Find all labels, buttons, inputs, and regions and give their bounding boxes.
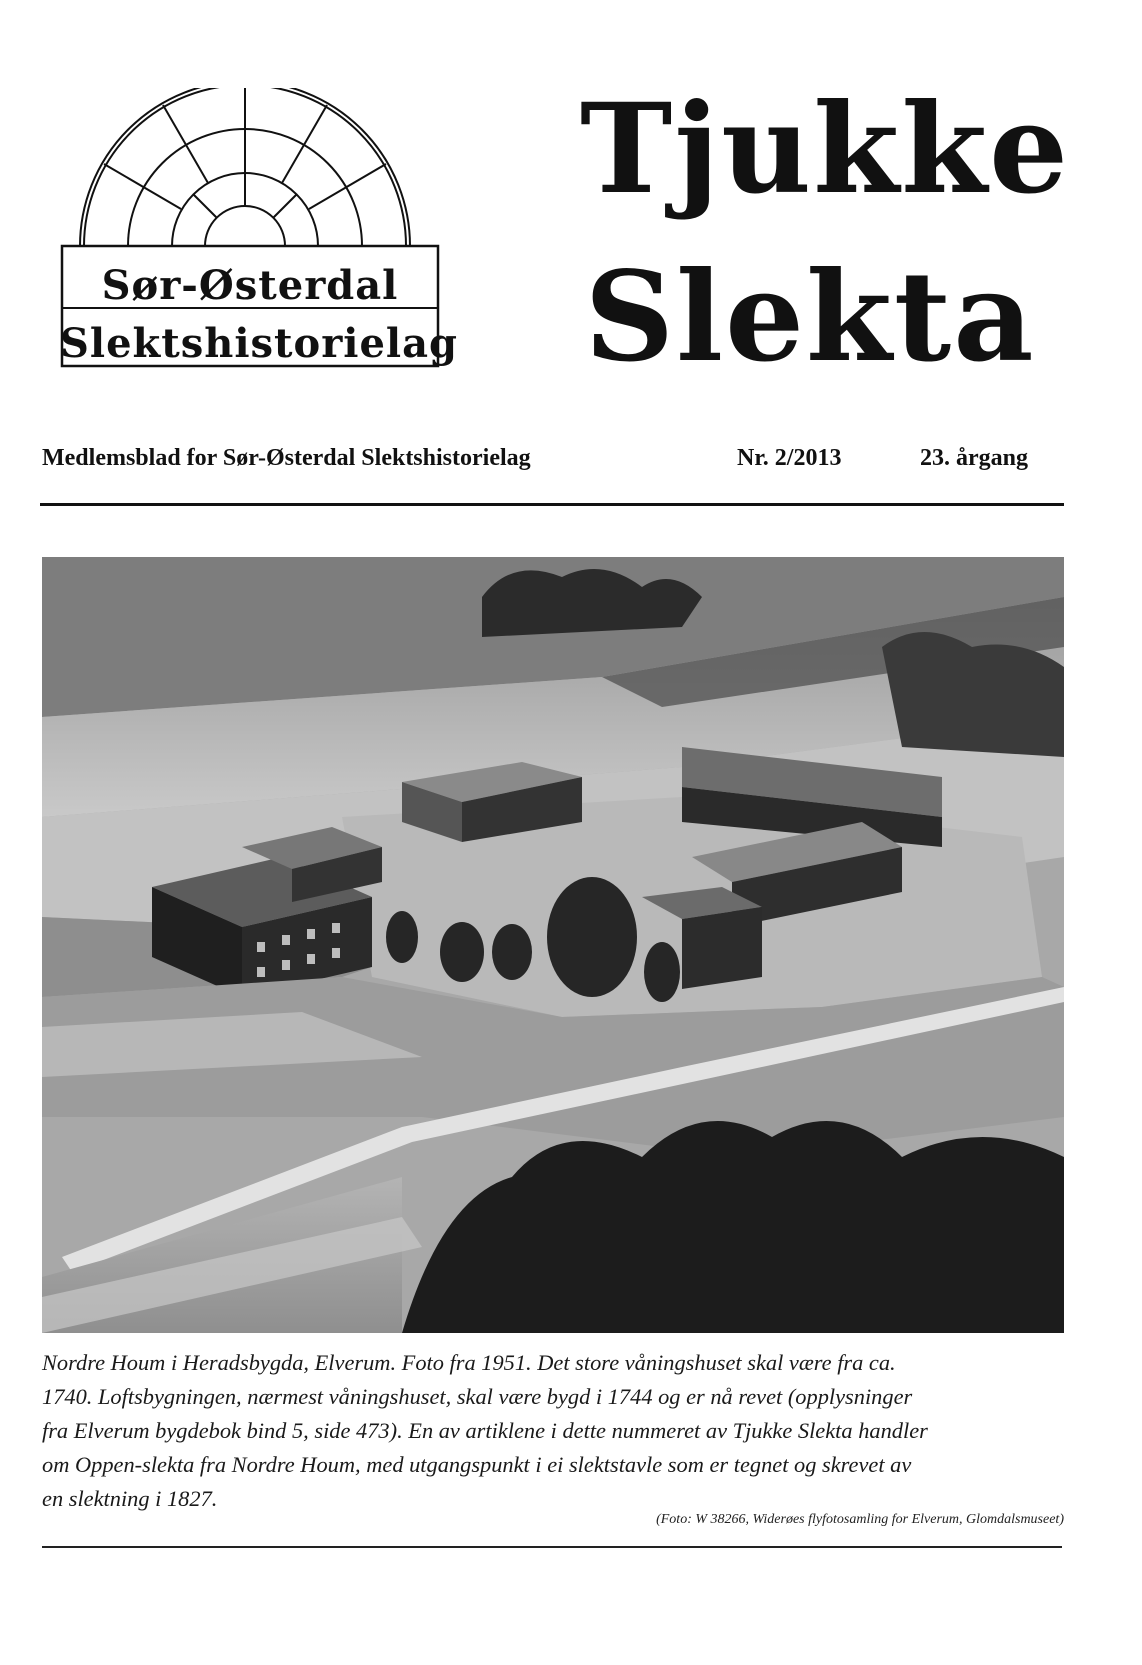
magazine-title-line2: Slekta — [584, 245, 1036, 390]
photo-caption — [42, 1346, 1062, 1516]
society-logo — [60, 88, 458, 388]
bottom-divider — [42, 1546, 1062, 1548]
masthead-subtitle: Medlemsblad for Sør-Østerdal Slektshistorielag — [42, 445, 531, 471]
top-divider — [40, 503, 1064, 506]
caption-line: om Oppen-slekta fra Nordre Houm, med utgangspunkt i ei slektstavle som er tegnet og skrevet av — [42, 1452, 912, 1477]
caption-line: 1740. Loftsbygningen, nærmest våningshuset, skal være bygd i 1744 og er nå revet (opplysninger — [42, 1384, 913, 1409]
caption-line: en slektning i 1827. — [42, 1486, 218, 1511]
volume-year: 23. årgang — [920, 445, 1028, 471]
photo-credit: (Foto: W 38266, Widerøes flyfotosamling for Elverum, Glomdalsmuseet) — [656, 1512, 1064, 1527]
aerial-farm-photo — [42, 557, 1064, 1333]
magazine-title-line1: Tjukke — [580, 77, 1071, 222]
caption-line: fra Elverum bygdebok bind 5, side 473). En av artiklene i dette nummeret av Tjukke Slekta handler — [42, 1418, 928, 1443]
logo-text-line1: Sør-Østerdal — [101, 262, 399, 309]
logo-text-line2: Slektshistorielag — [60, 320, 458, 367]
caption-line: Nordre Houm i Heradsbygda, Elverum. Foto fra 1951. Det store våningshuset skal være fra ca. — [42, 1350, 896, 1375]
issue-number: Nr. 2/2013 — [737, 445, 842, 471]
